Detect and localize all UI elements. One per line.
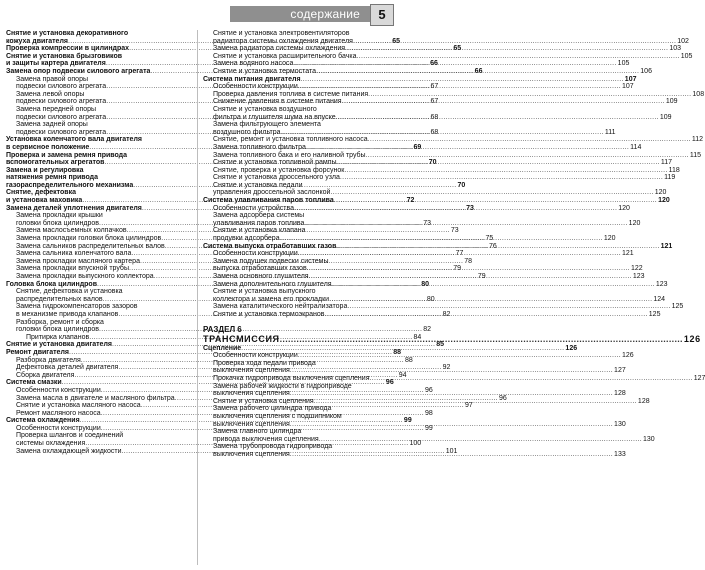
toc-entry[interactable] [203,383,391,391]
toc-entry-title: воздушного фильтра [213,128,281,136]
toc-entry-title: Замена прокладки впускной трубы [16,265,129,273]
leader-dots [330,189,653,197]
toc-entry-title: Замена левой опоры [16,90,85,98]
toc-entry[interactable] [203,360,391,368]
leader-dots [298,352,621,360]
toc-entry-title: Снятие, дефектовка [6,189,76,197]
leader-dots [301,76,624,84]
toc-entry-title: выпуска отработавших газов [213,265,307,273]
leader-dots [293,60,616,68]
toc-entry-page: 73 [466,204,474,212]
toc-entry-title: Замена прокладки крышки [16,212,103,220]
toc-entry-title: Снятие и установка дроссельного узла [213,174,340,182]
toc-entry-title: Замена масла в двигателе и масляного фильтра [16,394,175,402]
toc-heading-entry[interactable] [6,30,194,38]
toc-entry-title: Особенности конструкции [213,250,298,258]
toc-entry-title: Головка блока цилиндров [6,280,97,288]
toc-entry-title: газораспределительного механизма [6,181,134,189]
toc-entry-title: Особенности конструкции [213,352,298,360]
toc-entry[interactable] [6,106,194,114]
toc-entry-page: 77 [455,250,464,258]
toc-entry-title: Замена адсорбера системы [213,212,305,220]
toc-entry-title: Ремонт масляного насоса [16,409,101,417]
leader-dots [314,398,637,406]
toc-entry-title: выключения сцепления [213,390,290,398]
toc-entry-title: Снятие и установка выпускного [213,288,316,296]
toc-entry-page: 121 [622,250,634,258]
toc-entry-title: системы охлаждения [16,440,86,448]
leader-dots [344,167,667,175]
toc-entry-page: 125 [671,303,684,311]
toc-entry-title: Проверка и замена ремня привода [6,151,128,159]
toc-entry[interactable] [203,174,676,182]
leader-dots [370,375,693,383]
toc-entry[interactable] [203,227,391,235]
leader-dots [347,303,670,311]
toc-heading-entry[interactable] [6,53,194,61]
toc-entry-page: 130 [642,435,655,443]
toc-entry-title: головки блока цилиндров [16,326,100,334]
toc-entry[interactable] [203,52,693,61]
toc-entry-page: 133 [614,450,626,458]
section-label: РАЗДЕЛ 6 [203,324,242,334]
toc-entry-title: Снятие и установка педали [213,181,303,189]
toc-entry-title: выключения сцепления [213,367,290,375]
leader-dots [290,421,613,429]
leader-dots [319,436,642,444]
toc-entry-page: 82 [423,326,432,334]
toc-entry-title: Замена задней опоры [16,121,88,129]
leader-dots [342,98,665,106]
toc-entry-title: Система улавливания паров топлива [203,197,334,205]
toc-entry[interactable] [6,212,194,220]
toc-entry-title: Сборка двигателя [16,371,75,379]
toc-entry-page: 126 [622,352,634,360]
toc-entry-title: Проверка хода педали привода [213,359,316,367]
toc-entry-title: Замена прокладки масляного картера [16,257,140,265]
toc-entry-title: Система выпуска отработавших газов [203,242,337,250]
leader-dots [280,235,603,243]
leader-dots [294,205,617,213]
toc-entry[interactable] [203,136,704,144]
toc-entry-page: 123 [632,273,645,280]
toc-entry-page: 125 [648,310,661,318]
leader-dots [332,281,655,289]
leader-dots [337,159,660,167]
toc-entry-title: Замена рабочей жидкости в гидроприводе [213,382,352,390]
toc-entry-title: подвески силового агрегата [16,83,107,91]
leader-dots [334,197,657,205]
toc-entry-title: Замена основного глушителя [213,273,309,280]
toc-entry-page: 82 [442,310,451,318]
toc-entry-title: Снятие и установка декоративного [6,30,129,37]
toc-entry-page: 66 [474,67,483,75]
toc-entry-title: Снятие и установка топливной рампы [213,159,337,167]
toc-entry-page: 105 [617,60,630,68]
toc-entry-title: Особенности конструкции [16,386,101,394]
toc-entry-page: 66 [430,60,438,68]
toc-entry-page: 80 [421,280,430,288]
toc-entry-title: подвески силового агрегата [16,98,107,106]
leader-dots [304,220,627,228]
leader-dots [307,265,630,273]
toc-entry-title: коллектора и замена его прокладки [213,295,330,303]
toc-entry-title: Дефектовка деталей двигателя [16,364,119,372]
toc-entry-page: 84 [413,333,422,341]
toc-entry[interactable] [203,90,705,99]
toc-entry-title: Замена топливного фильтра [213,143,306,151]
toc-entry-page: 85 [436,341,445,349]
toc-entry-page: 126 [565,344,578,352]
toc-entry[interactable] [6,432,194,440]
toc-entry-title: Снятие и установка масляного насоса [16,402,141,410]
toc-entry-title: Разборка, ремонт и сборка [16,318,104,326]
toc-entry-title: Прокачка гидропривода выключения сцепления [213,374,370,382]
toc-entry-title: Замена топливного бака и его наливной трубы [213,151,366,159]
toc-entry-page: 75 [485,235,494,243]
toc-entry[interactable] [203,288,391,296]
toc-entry[interactable] [6,288,194,296]
toc-entry-page: 108 [692,90,705,98]
toc-entry-title: фильтра и глушителя шума на впуске [213,113,336,121]
toc-entry-title: Проверка шлангов и соединений [16,432,124,440]
leader-dots [298,250,621,258]
toc-entry[interactable] [6,303,194,311]
toc-entry-title: Замена фильтрующего элемента [213,121,321,129]
toc-entry[interactable] [203,413,391,421]
leader-dots [336,114,659,122]
toc-entry-page: 117 [660,159,672,167]
leader-dots [329,296,652,304]
toc-entry-title: Проверка компрессии в цилиндрах [6,45,130,53]
toc-entry-page: 79 [453,265,462,273]
toc-entry-title: выключения сцепления с подшипником [213,412,342,420]
toc-entry-page: 107 [624,75,637,83]
leader-dots [298,83,621,91]
toc-entry-page: 109 [665,98,678,106]
toc-entry-page: 124 [653,295,666,303]
toc-entry-title: Проверка давления топлива в системе питания [213,90,369,98]
toc-entry-page: 130 [614,420,626,428]
toc-entry-title: улавливания паров топлива [213,219,305,227]
toc-entry[interactable] [203,30,391,38]
leader-dots [325,311,648,319]
leader-dots [368,91,691,99]
toc-entry-title: Замена правой опоры [16,75,88,83]
leader-dots [290,390,613,398]
toc-entry-title: продувки адсорбера [213,235,280,243]
toc-entry-title: Замена подушек подвески системы [213,257,329,265]
toc-entry-page: 100 [409,440,422,448]
toc-entry-title: Особенности конструкции [16,424,101,432]
toc-entry-title: выключения сцепления [213,450,290,458]
toc-entry-title: Ремонт двигателя [6,348,69,356]
toc-entry-page: 106 [640,67,652,75]
toc-entry-title: Снятие, ремонт и установка топливного насоса [213,136,368,144]
toc-entry-title: Снятие, дефектовка и установка [16,288,123,296]
toc-entry-page: 101 [445,447,458,455]
toc-entry[interactable] [203,443,391,451]
toc-heading-entry[interactable] [6,167,194,175]
toc-entry-title: Замена каталитического нейтрализатора [213,303,348,311]
toc-entry-page: 102 [677,37,689,45]
toc-entry[interactable] [203,303,684,311]
header-title: содержание [290,7,360,21]
toc-entry-page: 99 [403,417,412,425]
toc-entry-title: Сцепление [203,344,242,352]
toc-entry-title: подвески силового агрегата [16,128,107,136]
toc-entry-page: 73 [423,219,432,227]
toc-entry-page: 127 [614,367,626,375]
toc-entry-page: 65 [392,37,401,45]
toc-entry-page: 112 [691,136,704,144]
toc-entry[interactable] [203,428,391,436]
toc-entry[interactable] [203,166,680,175]
toc-entry-page: 88 [405,356,413,364]
toc-entry-page: 92 [442,364,451,372]
toc-entry-page: 79 [477,273,486,280]
toc-entry[interactable] [203,121,391,129]
toc-entry-page: 119 [664,174,676,182]
toc-entry-title: Снятие, проверка и установка форсунок [213,166,345,174]
toc-entry-page: 72 [406,197,415,205]
toc-entry-title: Замена деталей уплотнения двигателя [6,204,142,212]
toc-entry-title: Снятие и установка воздушного [213,105,317,113]
toc-entry-title: кожуха двигателя [6,37,68,45]
toc-entry-page: 115 [689,151,701,159]
toc-entry-page: 120 [654,189,667,197]
toc-entry-title: Установка коленчатого вала двигателя [6,136,142,144]
toc-entry-title: и защиты картера двигателя [6,60,106,68]
toc-entry[interactable] [203,212,391,220]
toc-entry-title: вспомогательных агрегатов [6,159,105,167]
toc-entry-page: 105 [680,52,693,60]
toc-entry-page: 107 [622,83,634,91]
toc-entry-title: Замена и регулировка [6,166,84,174]
toc-entry-title: Замена прокладки головки блока цилиндров [16,235,162,243]
toc-entry-title: Система питания двигателя [203,75,301,83]
toc-entry-page: 118 [668,166,680,174]
toc-entry-title: распределительных валов [16,295,103,303]
toc-entry-page: 127 [693,374,705,382]
toc-entry-page: 69 [413,143,422,151]
toc-entry-page: 128 [637,397,650,405]
leader-dots [366,152,689,160]
toc-entry-title: радиатора системы охлаждения двигателя [213,37,353,45]
toc-entry-title: Замена водяного насоса [213,60,294,68]
toc-entry-title: и установка маховика [6,197,83,205]
toc-entry-page: 67 [430,98,439,106]
toc-entry-page: 68 [430,113,439,121]
leader-dots [356,53,679,61]
toc-entry-page: 128 [614,390,626,398]
toc-heading-entry[interactable] [6,189,194,197]
toc-entry-page: 78 [464,257,473,265]
toc-entry-page: 65 [453,45,462,53]
toc-entry[interactable] [6,91,194,99]
toc-entry-page: 80 [426,295,435,303]
toc-entry-title: Замена главного цилиндра [213,428,302,436]
toc-entry[interactable] [6,76,194,84]
toc-entry[interactable] [203,151,701,160]
toc-entry-title: подвески силового агрегата [16,113,107,121]
leader-dots [290,367,613,375]
toc-entry-title: Снятие и установка термостата [213,67,317,75]
toc-entry-page: 99 [425,424,433,432]
leader-dots [340,174,663,182]
toc-entry-title: Замена прокладки выпускного коллектора [16,273,154,280]
leader-dots [368,136,691,144]
toc-entry[interactable] [6,121,194,129]
toc-entry-title: Притирка клапанов [26,333,90,341]
leader-dots [280,334,683,345]
leader-dots [345,45,668,53]
toc-entry-page: 103 [669,45,681,53]
toc-entry-title: Разборка двигателя [16,356,81,364]
toc-entry-page: 96 [385,379,394,387]
toc-entry-title: выключения сцепления [213,420,290,428]
leader-dots [306,144,629,152]
toc-entry-title: Замена охлаждающей жидкости [16,447,122,455]
leader-dots [309,273,632,281]
toc-entry-page: 76 [489,242,497,250]
toc-entry-title: Снятие и установка расширительного бачка [213,52,357,60]
toc-entry-page: 70 [457,181,466,189]
leader-dots [353,38,676,46]
toc-entry-page: 96 [498,394,507,402]
toc-entry-title: Снятие и установка электровентиляторов [213,30,350,37]
toc-entry-page: 111 [604,128,616,136]
toc-entry-page: 114 [630,143,642,151]
section-page: 126 [683,333,701,344]
toc-entry[interactable] [203,405,391,413]
toc-entry-page: 121 [660,242,673,250]
toc-heading-entry[interactable] [6,136,194,144]
toc-entry-title: Снятие и установка брызговиков [6,52,123,60]
toc-entry-title: Снятие и установка клапана [213,227,306,235]
toc-entry-page: 96 [425,386,433,394]
toc-entry-title: Замена радиатора системы охлаждения [213,45,346,53]
toc-heading-entry[interactable] [6,152,194,160]
toc-entry-title: головки блока цилиндров [16,219,100,227]
toc-entry-title: Система смазки [6,379,62,387]
toc-entry-title: Снятие и установка сцепления [213,397,314,405]
toc-entry-title: в механизме привода клапанов [16,310,119,318]
toc-entry-title: Замена сальников распределительных валов [16,242,165,250]
toc-entry-title: Снятие и установка двигателя [6,341,112,349]
toc-entry-title: Замена маслосъемных колпачков [16,227,127,235]
toc-entry-title: Снятие и установка термоэкранов [213,310,325,318]
section-title: ТРАНСМИССИЯ [203,333,280,344]
column-divider [197,30,198,565]
toc-entry-page: 70 [428,159,437,167]
toc-entry-page: 94 [398,371,407,379]
toc-entry-page: 98 [424,409,433,417]
leader-dots [290,451,613,459]
leader-dots [316,68,639,76]
toc-entry-title: Особенности устройства [213,204,294,212]
toc-entry-title: Снижение давления в системе питания [213,98,342,106]
toc-entry-title: Замена гидрокомпенсаторов зазоров [16,303,138,311]
toc-entry-page: 68 [430,128,439,136]
toc-heading-entry[interactable] [6,174,194,182]
leader-dots [336,243,659,251]
toc-entry-page: 122 [630,265,643,273]
toc-entry-page: 120 [628,219,641,227]
toc-entry-page: 73 [450,227,459,235]
page-number: 5 [370,4,394,26]
toc-entry-title: управления дроссельной заслонкой [213,189,331,197]
toc-entry-title: натяжения ремня привода [6,174,99,182]
toc-entry-page: 120 [658,197,670,205]
toc-entry-page: 109 [659,113,672,121]
toc-entry-title: в сервисное положение [6,143,90,151]
toc-entry-title: Замена передней опоры [16,105,97,113]
toc-entry[interactable] [203,189,667,197]
toc-entry-title: Система охлаждения [6,417,80,425]
page-header [0,0,400,26]
toc-entry[interactable] [203,106,391,114]
toc-entry-page: 120 [618,204,630,212]
toc-entry-title: Особенности конструкции [213,83,298,91]
toc-entry-title: Замена сальника коленчатого вала [16,250,132,258]
toc-entry-page: 97 [464,402,473,410]
toc-entry-page: 67 [430,83,439,91]
toc-entry-page: 88 [393,348,402,356]
toc-entry-page: 120 [603,235,616,243]
toc-entry-title: Замена дополнительного глушителя [213,280,332,288]
toc-entry-page: 123 [655,280,668,288]
toc-entry-title: Замена трубопровода гидропривода [213,443,333,451]
toc-entry-title: Замена рабочего цилиндра привода [213,405,332,413]
toc-entry-title: Замена опор подвески силового агрегата [6,67,151,75]
leader-dots [281,129,604,137]
toc-entry-title: привода выключения сцепления [213,435,319,443]
